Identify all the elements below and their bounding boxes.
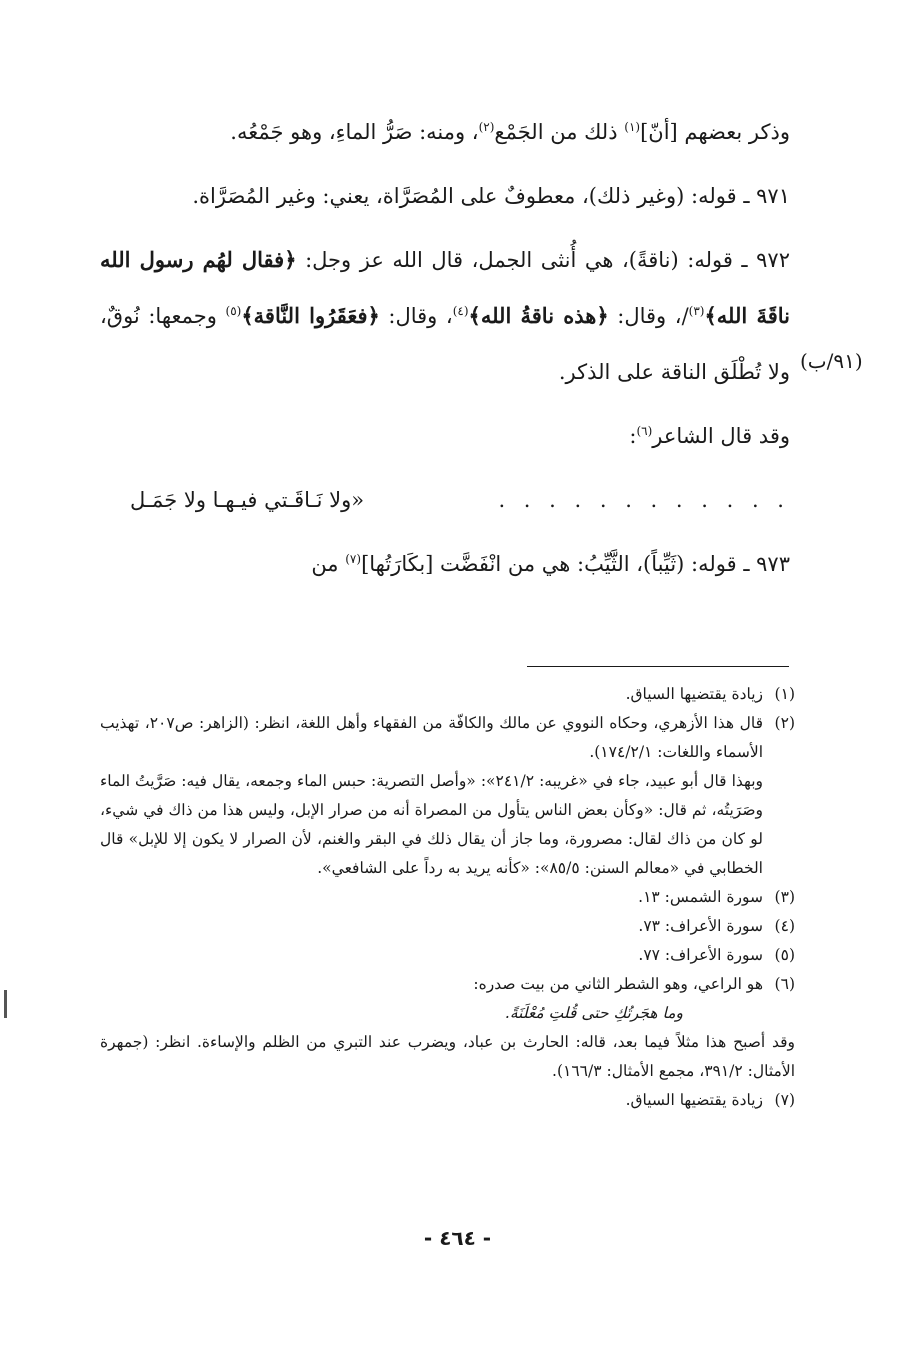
footnote-text: سورة الأعراف: ٧٣. [638, 917, 763, 935]
footnote-text: زيادة يقتضيها السياق. [625, 1091, 763, 1109]
text: : [629, 424, 637, 448]
main-text [100, 104, 790, 592]
footnote-6 [100, 970, 795, 1028]
text: ، وقال: [379, 304, 453, 328]
paragraph-1 [100, 104, 790, 160]
footnote-text: زيادة يقتضيها السياق. [625, 685, 763, 703]
paragraph-973 [100, 536, 790, 592]
scan-edge-mark [4, 990, 7, 1018]
footnote-ref-5[interactable]: (٥) [225, 304, 242, 318]
footnote-1 [100, 680, 795, 709]
text: ذلك من الجَمْع [494, 120, 625, 144]
page-number: - ٤٦٤ - [423, 1226, 492, 1250]
paragraph-972 [100, 232, 790, 400]
verse-ellipsis: . . . . . . . . . . . . [498, 488, 790, 512]
footnote-number: (٤) [774, 917, 795, 935]
footnote-ref-4[interactable]: (٤) [452, 304, 469, 318]
quran-quote-2: ﴿هذه ناقةُ الله﴾ [468, 303, 609, 328]
text: وقد قال الشاعر [652, 424, 790, 448]
footnote-ref-2[interactable]: (٢) [478, 120, 495, 134]
manuscript-folio-note: (٩١/ب) [800, 349, 863, 373]
footnote-ref-7[interactable]: (٧) [345, 552, 362, 566]
text: وجمعها: نُوقٌ، ولا تُطْلَق الناقة على الذكر. [100, 304, 790, 384]
footnote-text: هو الراعي، وهو الشطر الثاني من بيت صدره: [473, 975, 763, 993]
footnote-ref-6[interactable]: (٦) [636, 424, 653, 438]
footnote-5 [100, 941, 795, 970]
poem-verse [100, 472, 790, 528]
footnotes [100, 680, 795, 1115]
footnote-number: (٥) [774, 946, 795, 964]
footnote-body [100, 941, 763, 970]
footnote-2 [100, 709, 795, 883]
footnote-text: قال هذا الأزهري، وحكاه النووي عن مالك والكافّة من الفقهاء وأهل اللغة، انظر: (الزاهر: ص٢٠٧، تهذيب الأسماء واللغات: ١٧٤/٢/١). [100, 714, 764, 761]
text: ٩٧٣ ـ قوله: (ثَيِّباً)، الثَّيِّبُ: هي من انْفَضَّت [بكَارَتُها] [361, 552, 790, 576]
text: ، ومنه: صَرُّ الماءِ، وهو جَمْعُه. [230, 120, 479, 144]
footnote-body [100, 970, 763, 1028]
footnote-body [100, 1086, 763, 1115]
footnote-4 [100, 912, 795, 941]
quran-quote-1: ﴿فقال لهُم رسول الله ناقَةَ الله﴾ [100, 247, 790, 328]
text: من [311, 552, 346, 576]
footnote-6-continuation [100, 1028, 795, 1086]
footnote-ref-1[interactable]: (١) [624, 120, 641, 134]
footnote-7 [100, 1086, 795, 1115]
verse-hemistich: «ولا نَـاقَـتي فيـهـا ولا جَمَـل [130, 488, 365, 512]
footnote-3 [100, 883, 795, 912]
footnote-body [100, 680, 763, 709]
footnote-number: (٣) [774, 888, 795, 906]
footnote-body [100, 709, 763, 883]
footnote-number: (٧) [774, 1091, 795, 1109]
footnote-number: (١) [774, 685, 795, 703]
footnote-separator [527, 666, 789, 667]
footnote-poem-line: وما هجَرتُكِ حتى قُلتِ مُعْلَنَةً. [504, 1004, 683, 1022]
footnote-text: وقد أصبح هذا مثلاً فيما بعد، قاله: الحارث بن عباد، ويضرب عند التبري من الظلم والإساءة. انظر: (جمهرة الأمثال: ٣٩١/٢، مجمع الأمثال: ١٦٦/٣). [100, 1033, 795, 1080]
footnote-ref-3[interactable]: (٣) [688, 304, 705, 318]
paragraph-971: ٩٧١ ـ قوله: (وغير ذلك)، معطوفٌ على المُصَرَّاة، يعني: وغير المُصَرَّاة. [192, 184, 790, 208]
quran-quote-3: ﴿فعَقَرُوا النَّاقة﴾ [241, 303, 380, 328]
footnote-number: (٦) [774, 975, 795, 993]
text: ٩٧٢ ـ قوله: (ناقةً)، هي أُنثى الجمل، قال الله عز وجل: [296, 248, 790, 272]
footnote-text: وبهذا قال أبو عبيد، جاء في «غريبه: ٢٤١/٢»: «وأصل التصرية: حبس الماء وجمعه، يقال فيه: صَرَّيتُ الماء وصَرَيتُه، ثم قال: «وكأن بعض الناس يتأول من المصراة أنه من صرار الإبل، وليس هذا من ذاك في شيء، لو كان من ذاك لقال: مصرورة، وما جاز أن يقال ذلك في البقر والغنم، لأن الصرار لا يكون إلا للإبل» قال الخطابي في «معالم السنن: ٨٥/٥»: «كأنه يريد به رداً على الشافعي». [100, 772, 763, 877]
footnote-text: سورة الأعراف: ٧٧. [638, 946, 763, 964]
footnote-body [100, 912, 763, 941]
text: /، وقال: [608, 304, 689, 328]
footnote-text: سورة الشمس: ١٣. [638, 888, 763, 906]
text: وذكر بعضهم [أنّ] [640, 120, 790, 144]
footnote-number: (٢) [774, 714, 795, 732]
poet-intro [100, 408, 790, 464]
footnote-body [100, 883, 763, 912]
